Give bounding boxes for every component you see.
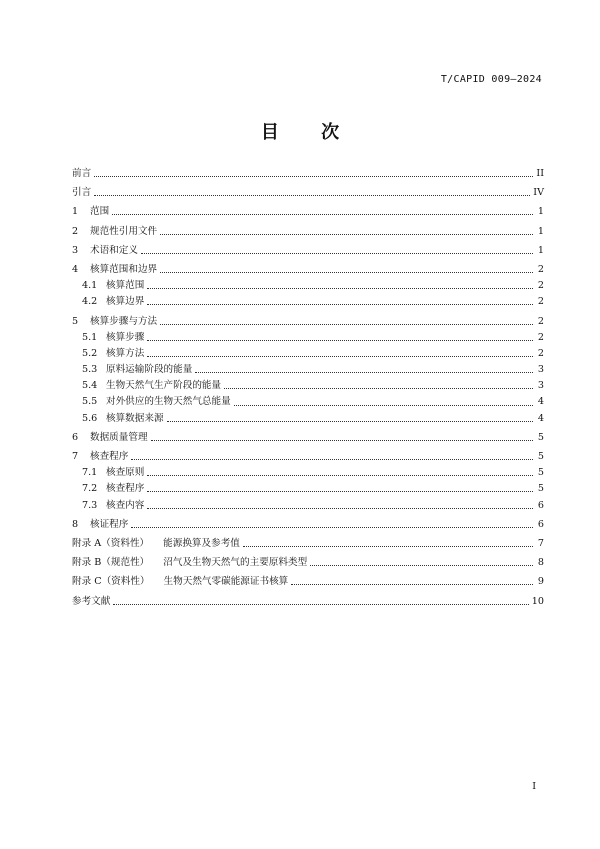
dot-leader bbox=[131, 458, 533, 460]
toc-entry-text: 原料运输阶段的能量 bbox=[106, 364, 193, 376]
page-title: 目 次 bbox=[260, 122, 358, 143]
dot-leader bbox=[147, 490, 533, 492]
toc-entry-number: 5.1 bbox=[82, 331, 98, 343]
toc-entry-6[interactable] bbox=[72, 430, 544, 446]
dot-leader bbox=[147, 355, 533, 357]
toc-page-number: IV bbox=[533, 187, 544, 199]
toc-entry-number: 5.5 bbox=[82, 396, 98, 408]
dot-leader bbox=[291, 583, 533, 585]
dot-leader bbox=[167, 420, 533, 422]
toc-entry-number: 5.4 bbox=[82, 380, 98, 392]
toc-entry-number: 8 bbox=[72, 518, 79, 530]
dot-leader bbox=[94, 194, 530, 196]
toc-page-number: 1 bbox=[537, 225, 544, 237]
toc-page-number: 3 bbox=[537, 364, 544, 376]
toc-entry-text: 范围 bbox=[90, 206, 110, 218]
toc-entry-number: 4.2 bbox=[82, 296, 98, 308]
toc-entry-text: 数据质量管理 bbox=[90, 431, 148, 443]
dot-leader bbox=[131, 526, 533, 528]
toc-entry-number: 附录 C（资料性） bbox=[72, 576, 150, 588]
toc-entry-number: 5.3 bbox=[82, 364, 98, 376]
toc-entry-text: 核算方法 bbox=[106, 347, 145, 359]
toc-entry-text: 术语和定义 bbox=[90, 244, 138, 256]
toc-entry-text: 核查内容 bbox=[106, 499, 145, 511]
toc-entry-5-6[interactable] bbox=[72, 411, 544, 427]
toc-entry-appendix-b[interactable] bbox=[72, 555, 544, 571]
toc-page-number: 5 bbox=[537, 483, 544, 495]
document-code: T/CAPID 009—2024 bbox=[440, 74, 542, 85]
dot-leader bbox=[160, 271, 533, 273]
toc-entry-text: 核算边界 bbox=[106, 296, 145, 308]
toc-page-number: 5 bbox=[537, 467, 544, 479]
toc-entry-number: 4 bbox=[72, 263, 79, 275]
toc-page-number: 8 bbox=[537, 557, 544, 569]
dot-leader bbox=[147, 339, 533, 341]
dot-leader bbox=[151, 439, 533, 441]
page-number: I bbox=[532, 781, 536, 792]
toc-page-number: 2 bbox=[537, 280, 544, 292]
toc-page-number: 3 bbox=[537, 380, 544, 392]
dot-leader bbox=[147, 287, 533, 289]
toc-page-number: 4 bbox=[537, 396, 544, 408]
dot-leader bbox=[224, 387, 533, 389]
toc-entry-number: 2 bbox=[72, 225, 79, 237]
toc-entry-text: 能源换算及参考值 bbox=[163, 537, 240, 549]
toc-entry-number: 5 bbox=[72, 315, 79, 327]
toc-entry-1[interactable] bbox=[72, 204, 544, 220]
dot-leader bbox=[147, 303, 533, 305]
toc-entry-text: 核查原则 bbox=[106, 467, 145, 479]
toc-entry-text: 核查程序 bbox=[90, 451, 129, 462]
toc-entry-7-3[interactable] bbox=[72, 498, 544, 514]
toc-page-number: 6 bbox=[537, 518, 544, 530]
toc-entry-5-4[interactable] bbox=[72, 378, 544, 394]
toc-entry-2[interactable] bbox=[72, 224, 544, 240]
toc-entry-5-5[interactable] bbox=[72, 394, 544, 410]
toc-entry-number: 附录 B（规范性） bbox=[72, 557, 150, 569]
dot-leader bbox=[243, 545, 533, 547]
toc-entry-4-1[interactable] bbox=[72, 278, 544, 294]
toc-entry-bibliography[interactable] bbox=[72, 594, 544, 610]
toc-page-number: 1 bbox=[537, 206, 544, 218]
toc-page-number: 2 bbox=[537, 263, 544, 275]
dot-leader bbox=[94, 175, 533, 177]
toc-entry-number: 4.1 bbox=[82, 280, 98, 292]
toc-entry-text: 前言 bbox=[72, 168, 92, 179]
toc-entry-text: 生物天然气零碳能源证书核算 bbox=[163, 576, 289, 588]
toc-entry-7-2[interactable] bbox=[72, 481, 544, 497]
toc-entry-5[interactable] bbox=[72, 314, 544, 330]
toc-entry-4[interactable] bbox=[72, 262, 544, 278]
table-of-contents bbox=[72, 166, 544, 610]
toc-entry-number: 6 bbox=[72, 431, 79, 443]
toc-page-number: 2 bbox=[537, 347, 544, 359]
toc-entry-number: 7.3 bbox=[82, 499, 98, 511]
toc-entry-number: 1 bbox=[72, 206, 79, 218]
toc-page-number: 10 bbox=[531, 595, 544, 607]
toc-page-number: 7 bbox=[537, 537, 544, 549]
toc-page-number: 9 bbox=[537, 576, 544, 588]
toc-entry-text: 引言 bbox=[72, 187, 92, 199]
toc-entry-text: 核证程序 bbox=[90, 518, 129, 530]
toc-entry-5-3[interactable] bbox=[72, 362, 544, 378]
toc-entry-appendix-a[interactable] bbox=[72, 536, 544, 552]
toc-entry-text: 核算范围 bbox=[106, 280, 145, 292]
toc-page-number: 2 bbox=[537, 331, 544, 343]
toc-entry-8[interactable] bbox=[72, 517, 544, 533]
toc-entry-number: 7 bbox=[72, 451, 79, 462]
toc-page-number: 6 bbox=[537, 499, 544, 511]
toc-entry-foreword[interactable] bbox=[72, 166, 544, 182]
dot-leader bbox=[160, 233, 533, 235]
dot-leader bbox=[160, 323, 533, 325]
toc-entry-7[interactable] bbox=[72, 449, 544, 465]
toc-entry-text: 生物天然气生产阶段的能量 bbox=[106, 380, 222, 392]
toc-entry-introduction[interactable] bbox=[72, 185, 544, 201]
dot-leader bbox=[195, 371, 533, 373]
toc-page-number: 4 bbox=[537, 412, 544, 424]
toc-entry-text: 核算步骤 bbox=[106, 331, 145, 343]
toc-entry-number: 7.2 bbox=[82, 483, 98, 495]
dot-leader bbox=[234, 404, 533, 406]
toc-entry-5-2[interactable] bbox=[72, 346, 544, 362]
toc-page-number: 5 bbox=[537, 431, 544, 443]
toc-entry-number: 7.1 bbox=[82, 467, 98, 479]
toc-entry-text: 核算数据来源 bbox=[106, 412, 164, 424]
dot-leader bbox=[147, 474, 533, 476]
toc-entry-number: 5.6 bbox=[82, 412, 98, 424]
toc-page-number: 5 bbox=[537, 451, 544, 462]
dot-leader bbox=[147, 507, 533, 509]
toc-page-number: II bbox=[536, 168, 544, 179]
dot-leader bbox=[141, 252, 533, 254]
toc-entry-5-1[interactable] bbox=[72, 330, 544, 346]
toc-entry-4-2[interactable] bbox=[72, 294, 544, 310]
toc-page-number: 2 bbox=[537, 315, 544, 327]
toc-entry-text: 参考文献 bbox=[72, 595, 111, 607]
toc-entry-text: 对外供应的生物天然气总能量 bbox=[106, 396, 231, 408]
toc-entry-text: 核算范围和边界 bbox=[90, 263, 158, 275]
toc-entry-text: 沼气及生物天然气的主要原料类型 bbox=[163, 557, 308, 569]
dot-leader bbox=[113, 603, 528, 605]
toc-entry-text: 核查程序 bbox=[106, 483, 145, 495]
toc-entry-number: 附录 A（资料性） bbox=[72, 537, 150, 549]
toc-page-number: 2 bbox=[537, 296, 544, 308]
toc-entry-text: 规范性引用文件 bbox=[90, 225, 158, 237]
toc-entry-number: 3 bbox=[72, 244, 79, 256]
toc-entry-7-1[interactable] bbox=[72, 465, 544, 481]
toc-entry-text: 核算步骤与方法 bbox=[90, 315, 158, 327]
toc-entry-3[interactable] bbox=[72, 243, 544, 259]
toc-entry-appendix-c[interactable] bbox=[72, 574, 544, 590]
dot-leader bbox=[310, 564, 533, 566]
toc-entry-number: 5.2 bbox=[82, 347, 98, 359]
toc-page-number: 1 bbox=[537, 244, 544, 256]
dot-leader bbox=[112, 213, 533, 215]
